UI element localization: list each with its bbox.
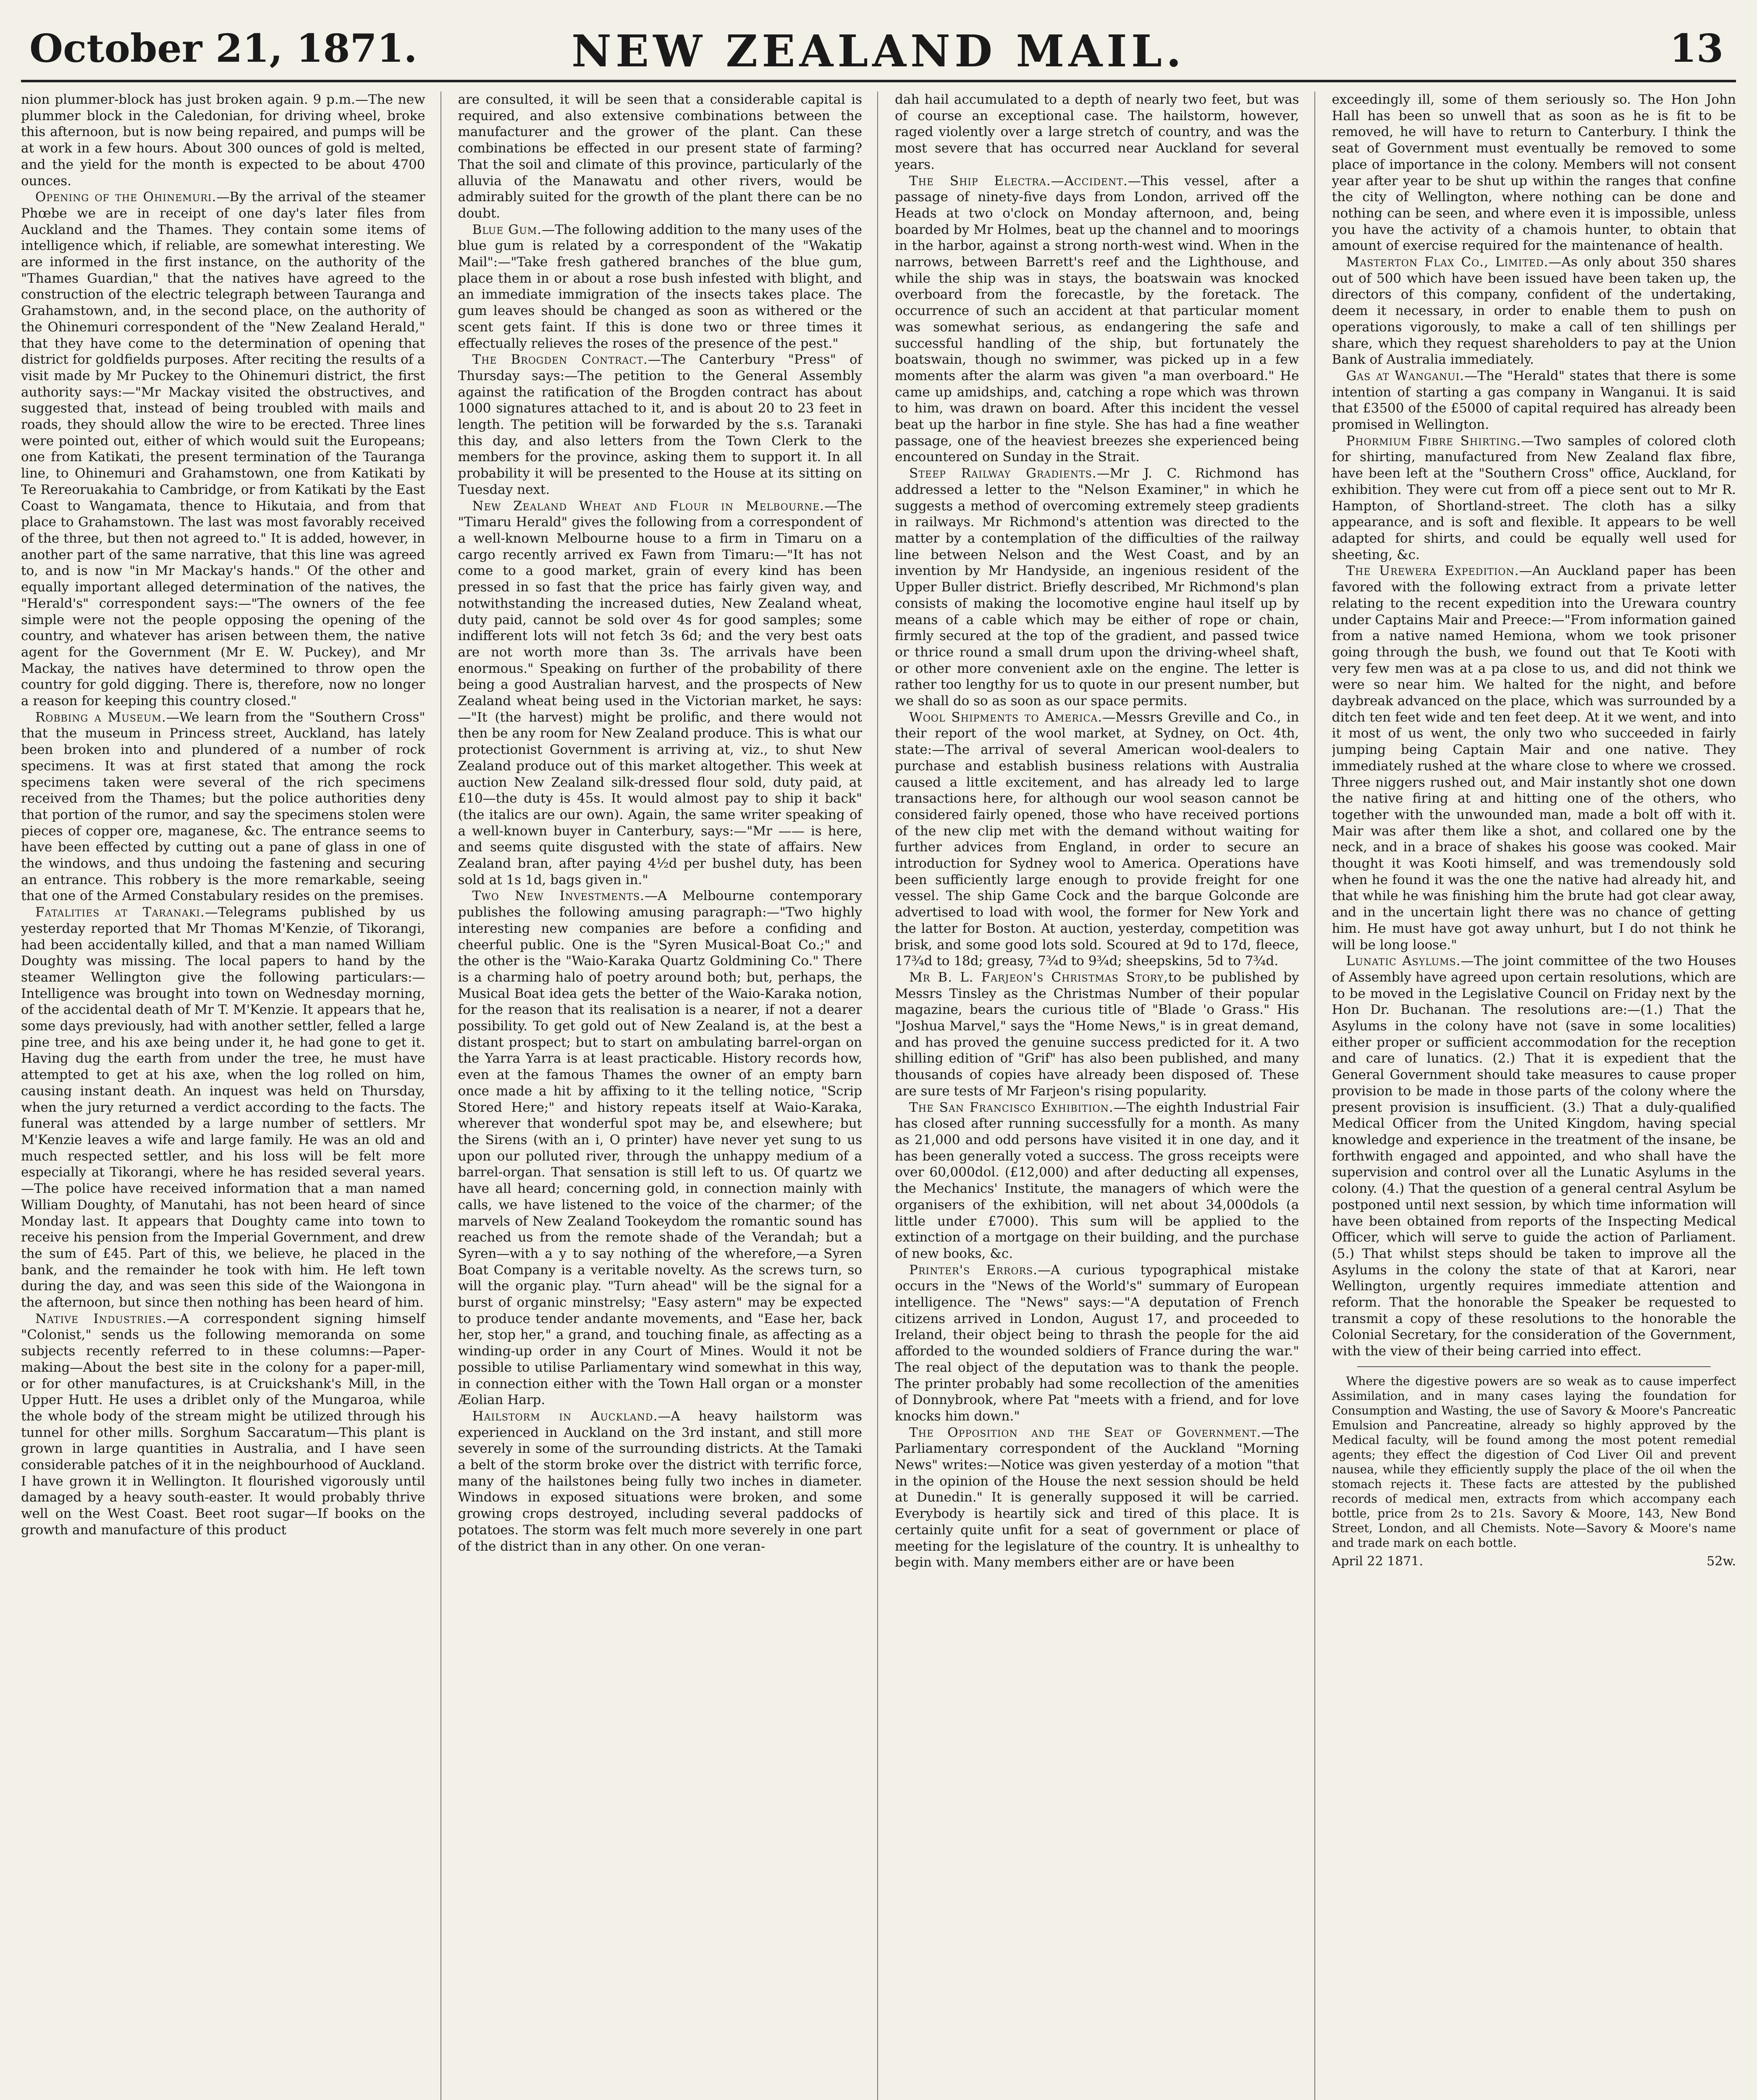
article-body: —Telegrams published by us yesterday reported that Mr Thomas M'Kenzie, of Tikorangi, had been accidentally killed, and that a man named William Doughty was missing. The local papers to hand by the steamer Wellington give the following particulars:—Intelligence was brought into town on Wednesday morning, of the accidental death of Mr T. M'Kenzie. It appears that he, some days previously, had with another settler, felled a large pine tree, and his axe being under it, he had gone to get it. Having dug the earth from under the tree, he must have attempted to get at his axe, when the log rolled on him, causing instant death. An inquest was held on Thursday, when the jury returned a verdict according to the facts. The funeral was attended by a large number of settlers. Mr M'Kenzie leaves a wife and large family. He was an old and much respected settler, and his loss will be felt more especially at Tikorangi, where he has resided several years.—The police have received information that a man named William Doughty, of Manutahi, has not been heard of since Monday last. It appears that Doughty came into town to receive his pension from the Imperial Government, and drew the sum of £45. Part of this, we believe, he placed in the bank, and the remainder he took with him. He left town during the day, and was seen this side of the Waiongona in the afternoon, but since then nothing has been heard of him. bbox=[21, 905, 425, 1310]
article-paragraph bbox=[21, 92, 425, 189]
article-heading: New Zealand Wheat and Flour in Melbourne. bbox=[472, 498, 824, 514]
article-heading: Native Industries. bbox=[35, 1311, 167, 1326]
article-heading: Two New Investments. bbox=[472, 888, 645, 904]
article-paragraph bbox=[21, 189, 425, 709]
article-body: —An Auckland paper has been favored with the following extract from a private letter relating to the recent expedition into the Urewara country under Captains Mair and Preece:—"From information gained from a native named Hemiona, whom we took prisoner going through the bush, we found out that Te Kooti with very few men was at a pa close to us, and did not think we were so near him. We halted for the night, and before daybreak advanced on the place, which was surrounded by a ditch ten feet wide and ten feet deep. At it we went, and into it most of us went, the only two who succeeded in fairly jumping being Captain Mair and one native. They immediately rushed at the whare close to where we crossed. Three niggers rushed out, and Mair instantly shot one down the native firing at and hitting one of the others, who together with the unwounded man, made a bolt off with it. Mair was after them like a shot, and collared one by the neck, and in a brace of shakes his goose was cooked. Mair thought it was Kooti himself, and was tremendously sold when he found it was the one the native had already hit, and that while he was finishing him the brute had got clear away, and in the uncertain light there was no chance of getting him. He must have got away unhurt, but I do not think he will be long loose." bbox=[1332, 563, 1736, 953]
column-2 bbox=[458, 92, 878, 2100]
article-heading: Masterton Flax Co., Limited. bbox=[1346, 255, 1549, 270]
article-heading: The San Francisco Exhibition. bbox=[909, 1100, 1114, 1115]
column-3 bbox=[895, 92, 1315, 2100]
article-heading: The Opposition and the Seat of Government. bbox=[909, 1425, 1261, 1440]
article-body: —By the arrival of the steamer Phœbe we are in receipt of one day's later files from Auckland and the Thames. They contain some items of intelligence which, if reliable, are somewhat interesting. We are informed in the first instance, on the authority of the "Thames Guardian," that the natives have agreed to the construction of the electric telegraph between Tauranga and Grahamstown, and, in the second place, on the authority of the Ohinemuri correspondent of the "New Zealand Herald," that they have come to the determination of opening that district for goldfields purposes. After reciting the results of a visit made by Mr Puckey to the Ohinemuri district, the first authority says:—"Mr Mackay visited the obstructives, and suggested that, instead of being troubled with mails and roads, they should allow the wire to be erected. Three lines were pointed out, either of which would suit the Europeans; one from Katikati, the present termination of the Tauranga line, to Ohinemuri and Grahamstown, one from Katikati by Te Rereoruakahia to Cambridge, or from Katikati by the East Coast to Wangamata, thence to Hikutaia, and from that place to Grahamstown. The last was most favorably received of the three, but then not agreed to." It is added, however, in another part of the same narrative, that this line was agreed to, and is now "in Mr Mackay's hands." Of the other and equally important alleged determination of the natives, the "Herald's" correspondent says:—"The owners of the fee simple were not the people opposing the opening of the country, and whatever has arisen between them, the native agent for the Government (Mr E. W. Puckey), and Mr Mackay, the natives have determined to throw open the country for gold digging. There is, therefore, now no longer a reason for keeping this country closed." bbox=[21, 189, 425, 709]
article-paragraph bbox=[895, 1100, 1299, 1262]
column-4 bbox=[1332, 92, 1736, 2100]
article-body: —We learn from the "Southern Cross" that the museum in Princess street, Auckland, has lately been broken into and plundered of a number of rock specimens. It was at first stated that among the rock specimens taken were several of the rich specimens received from the Thames; but the police authorities deny that portion of the rumor, and say the specimens stolen were pieces of copper ore, maganese, &c. The entrance seems to have been effected by cutting out a pane of glass in one of the windows, and thus undoing the fastening and securing an entrance. This robbery is the more remarkable, seeing that one of the Armed Constabulary resides on the premises. bbox=[21, 709, 425, 904]
article-paragraph bbox=[895, 1425, 1299, 1571]
advertisement-text: Where the digestive powers are so weak as to cause imperfect Assimilation, and in many cases laying the foundation for Consumption and Wasting, the use of Savory & Moore's Pancreatic Emulsion and Pancreatine, already so highly approved by the Medical faculty, will be found among the most potent remedial agents; they effect the digestion of Cod Liver Oil and prevent nausea, while they efficiently supply the place of the oil when the stomach rejects it. These facts are attested by the published records of medical men, extracts from which accompany each bottle, price from 2s to 21s. Savory & Moore, 143, New Bond Street, London, and all Chemists. Note—Savory & Moore's name and trade mark on each bottle. bbox=[1332, 1374, 1736, 1550]
article-paragraph bbox=[1332, 368, 1736, 433]
article-body: to be published by Messrs Tinsley as the Christmas Number of their popular magazine, bears the curious title of "Blade 'o Grass." His "Joshua Marvel," says the "Home News," is in great demand, and has proved the genuine success predicted for it. A two shilling edition of "Grif" has also been published, and many thousands of copies have already been disposed of. These are sure tests of Mr Farjeon's rising popularity. bbox=[895, 969, 1299, 1099]
article-paragraph bbox=[458, 352, 863, 498]
article-heading: Fatalities at Taranaki. bbox=[35, 905, 205, 920]
article-body: —A curious typographical mistake occurs in the "News of the World's" summary of European intelligence. The "News" says:—"A deputation of French citizens arrived in London, August 17, and proceeded to Ireland, their object being to thrash the people for the aid afforded to the wounded soldiers of France during the war." The real object of the deputation was to thank the people. The printer probably had some recollection of the amenities of Donnybrook, where Pat "meets with a friend, and for love knocks him down." bbox=[895, 1262, 1299, 1424]
article-body: —The Canterbury "Press" of Thursday says:—The petition to the General Assembly against the ratification of the Brogden contract has about 1000 signatures attached to it, and is about 20 to 23 feet in length. The petition will be forwarded by the s.s. Taranaki this day, and also letters from the Town Clerk to the members for the province, asking them to support it. In all probability it will be presented to the House at its sitting on Tuesday next. bbox=[458, 352, 863, 497]
article-body: —As only about 350 shares out of 500 which have been issued have been taken up, the directors of this company, confident of the undertaking, deem it necessary, in order to enable them to push on operations vigorously, to make a call of ten shillings per share, which they request shareholders to pay at the Union Bank of Australia immediately. bbox=[1332, 255, 1736, 368]
article-body: exceedingly ill, some of them seriously so. The Hon John Hall has been so unwell that as soon as he is fit to be removed, he will have to return to Canterbury. I think the seat of Government must eventually be removed to some place of importance in the colony. Members will not consent year after year to be shut up within the ranges that confine the city of Wellington, where nothing can be done and nothing can be seen, and where even it is impossible, unless you have the activity of a chamois hunter, to obtain that amount of exercise required for the maintenance of health. bbox=[1332, 92, 1736, 254]
article-heading: Lunatic Asylums. bbox=[1346, 953, 1461, 969]
article-paragraph bbox=[1332, 92, 1736, 254]
article-body: nion plummer-block has just broken again. 9 p.m.—The new plummer block in the Caledonian, for driving wheel, broke this afternoon, but is now being repaired, and pumps will be at work in a few hours. About 300 ounces of gold is melted, and the yield for the month is expected to be about 4700 ounces. bbox=[21, 92, 425, 189]
advertisement-code: 52w. bbox=[1707, 1554, 1736, 1569]
column-1 bbox=[21, 92, 441, 2100]
article-paragraph bbox=[1332, 563, 1736, 953]
article-heading: Printer's Errors. bbox=[909, 1262, 1038, 1278]
article-heading: Robbing a Museum. bbox=[35, 709, 166, 725]
article-columns bbox=[21, 92, 1736, 2100]
article-heading: The Urewera Expedition. bbox=[1346, 563, 1519, 579]
article-paragraph bbox=[458, 498, 863, 888]
article-body: —The following addition to the many uses of the blue gum is related by a correspondent of the "Wakatip Mail":—"Take fresh gathered branches of the blue gum, place them in or about a rose bush infested with blight, and an immediate immigration of the insects takes place. The gum leaves should be changed as soon as withered or the scent gets faint. If this is done two or three times it effectually relieves the roses of the presence of the pest." bbox=[458, 222, 862, 351]
article-body: —Two samples of colored cloth for shirting, manufactured from New Zealand flax fibre, have been left at the "Southern Cross" office, Auckland, for exhibition. They were cut from off a piece sent out to Mr R. Hampton, of Shortland-street. The cloth has a silky appearance, and is soft and flexible. It appears to be well adapted for shirts, and could be equally well used for sheeting, &c. bbox=[1332, 433, 1736, 562]
article-body: —The Parliamentary correspondent of the Auckland "Morning News" writes:—Notice was given yesterday of a motion "that in the opinion of the House the next session should be held at Dunedin." It is generally supposed it will be carried. Everybody is heartily sick and tired of this place. It is certainly quite unfit for a seat of government or place of meeting for the legislature of the country. It is unhealthy to begin with. Many members either are or have been bbox=[895, 1425, 1299, 1570]
advertisement-divider bbox=[1357, 1366, 1711, 1367]
article-heading: Opening of the Ohinemuri. bbox=[35, 189, 217, 205]
masthead bbox=[21, 17, 1736, 82]
article-paragraph bbox=[21, 904, 425, 1311]
article-body: —A correspondent signing himself "Colonist," sends us the following memoranda on some subjects recently referred to in these columns:—Paper-making—About the best site in the colony for a paper-mill, or for other manufactures, is at Cruickshank's Mill, in the Upper Hutt. He uses a driblet only of the Mungaroa, while the whole body of the stream might be utilized through his tunnel for other mills. Sorghum Saccaratum—This plant is grown in large quantities in Australia, and I have seen considerable patches of it in the neighbourhood of Auckland. I have grown it in Wellington. It flourished vigorously until damaged by a heavy south-easter. It would probably thrive well on the West Coast. Beet root sugar—If books on the growth and manufacture of this product bbox=[21, 1311, 425, 1538]
page-number: 13 bbox=[1669, 26, 1723, 71]
article-paragraph bbox=[1332, 254, 1736, 368]
article-heading: The Ship Electra.—Accident. bbox=[909, 173, 1128, 189]
article-body: dah hail accumulated to a depth of nearly two feet, but was of course an exceptional case. The hailstorm, however, raged violently over a large stretch of country, and was the most severe that has occurred near Auckland for several years. bbox=[895, 92, 1299, 172]
article-paragraph bbox=[895, 173, 1299, 466]
article-body: —The eighth Industrial Fair has closed after running successfully for a month. As many as 21,000 and odd persons have visited it in one day, and it has been generally voted a success. The gross receipts were over 60,000dol. (£12,000) and after deducting all expenses, the Mechanics' Institute, the managers of which were the organisers of the exhibition, will net about 34,000dols (a little under £7000). This sum will be applied to the extinction of a mortgage on their building, and the purchase of new books, &c. bbox=[895, 1100, 1299, 1261]
article-paragraph bbox=[1332, 433, 1736, 563]
article-body: —The joint committee of the two Houses of Assembly have agreed upon certain resolutions, which are to be moved in the Legislative Council on Friday next by the Hon Dr. Buchanan. The resolutions are:—(1.) That the Asylums in the colony have not (save in some localities) either proper or sufficient accommodation for the reception and care of lunatics. (2.) That it is expedient that the General Government should take measures to cause proper provision to be made in those parts of the colony where the present provision is insufficient. (3.) That a duly-qualified Medical Officer from the United Kingdom, having special knowledge and experience in the treatment of the insane, be forthwith engaged and appointed, and who shall have the supervision and control over all the Lunatic Asylums in the colony. (4.) That the question of a general central Asylum be postponed until next session, by which time information will have been obtained from reports of the Inspecting Medical Officer, which will serve to guide the action of Parliament. (5.) That whilst steps should be taken to improve all the Asylums in the colony the state of that at Karori, near Wellington, urgently requires immediate attention and reform. That the honorable the Speaker be requested to transmit a copy of these resolutions to the honorable the Colonial Secretary, for the consideration of the Government, with the view of their being carried into effect. bbox=[1332, 953, 1736, 1359]
article-body: are consulted, it will be seen that a considerable capital is required, and also extensive combinations between the manufacturer and the grower of the plant. Can these combinations be effected in our present state of farming? That the soil and climate of this province, particularly of the alluvia of the Manawatu and other rivers, would be admirably suited for the growth of the plant there can be no doubt. bbox=[458, 92, 862, 221]
article-paragraph bbox=[895, 969, 1299, 1100]
advertisement-date: April 22 1871. bbox=[1332, 1554, 1424, 1569]
article-heading: Phormium Fibre Shirting. bbox=[1346, 433, 1521, 449]
article-heading: Hailstorm in Auckland. bbox=[472, 1408, 658, 1424]
article-paragraph bbox=[458, 888, 863, 1408]
article-heading: Blue Gum. bbox=[472, 222, 542, 237]
article-body: —A Melbourne contemporary publishes the following amusing paragraph:—"Two highly interesting new companies are before a confiding and cheerful public. One is the "Syren Musical-Boat Co.;" and the other is the "Waio-Karaka Quartz Goldmining Co." There is a charming halo of poetry around both; but, perhaps, the Musical Boat idea gets the better of the Waio-Karaka notion, for the reason that its realisation is a nearer, if not a dearer possibility. To get gold out of New Zealand is, at the best a distant prospect; but to start on ambulating barrel-organ on the Yarra Yarra is at least practicable. History records how, even at the famous Thames the owner of an empty barn once made a hit by affixing to it the telling notice, "Scrip Stored Here;" and history repeats itself at Waio-Karaka, wherever that wonderful spot may be, and elsewhere; but the Sirens (with an i, O printer) have never yet sung to us upon our polluted river, through the unhappy medium of a barrel-organ. That sensation is still left to us. Of quartz we have all heard; concerning gold, in connection mainly with calls, we have listened to the voice of the charmer; of the marvels of New Zealand Tookeydom the romantic sound has reached us from the remote shade of the Verandah; but a Syren—with a y to say nothing of the wherefore,—a Syren Boat Company is a veritable novelty. As the screws turn, so will the organic play. "Turn ahead" will be the signal for a burst of organic minstrelsy; "Easy astern" may be expected to produce tender andante movements, and "Ease her, back her, stop her," a grand, and touching finale, as affecting as a winding-up order in any Court of Mines. Would it not be possible to utilise Parliamentary wind somewhat in this way, in connection either with the Town Hall organ or a monster Æolian Harp. bbox=[458, 888, 863, 1408]
article-body: —The "Herald" states that there is some intention of starting a gas company in Wanganui. It is said that £3500 of the £5000 of capital required has already been promised in Wellington. bbox=[1332, 368, 1736, 433]
article-body: —Mr J. C. Richmond has addressed a letter to the "Nelson Examiner," in which he suggests a method of overcoming extremely steep gradients in railways. Mr Richmond's attention was directed to the matter by a contemplation of the difficulties of the railway line between Nelson and the West Coast, and by an invention by Mr Handyside, an ingenious resident of the Upper Buller district. Briefly described, Mr Richmond's plan consists of making the locomotive engine haul itself up by means of a cable which may be either of rope or chain, firmly secured at the top of the gradient, and passed twice or thrice round a small drum upon the driving-wheel shaft, or other more convenient axle on the engine. The letter is rather too lengthy for us to quote in our present number, but we shall do so as soon as our space permits. bbox=[895, 466, 1299, 709]
article-paragraph bbox=[895, 709, 1299, 969]
article-paragraph bbox=[1332, 953, 1736, 1360]
article-heading: Wool Shipments to America. bbox=[909, 709, 1103, 725]
advertisement bbox=[1332, 1366, 1736, 1570]
article-paragraph bbox=[458, 222, 863, 352]
article-body: —The "Timaru Herald" gives the following from a correspondent of a well-known Melbourne house to a firm in Timaru on a cargo recently arrived ex Fawn from Timaru:—"It has not come to a good market, grain of every kind has been pressed in so fast that the price has fairly given way, and notwithstanding the increased duties, New Zealand wheat, duty paid, cannot be sold over 4s for good samples; some indifferent lots will not fetch 3s 6d; and the very best oats are not worth more than 3s. The arrivals have been enormous." Speaking on further of the probability of there being a good Australian harvest, and the prospects of New Zealand wheat being used in the Victorian market, he says:—"It (the harvest) might be prolific, and there would not then be any room for New Zealand produce. This is what our protectionist Government is arriving at, viz., to shut New Zealand produce out of this market altogether. This week at auction New Zealand silk-dressed flour sold, duty paid, at £10—the duty is 45s. It would almost pay to ship it back" (the italics are our own). Again, the same writer speaking of a well-known buyer in Canterbury, says:—"Mr —— is here, and seems quite disgusted with the state of affairs. New Zealand bran, after paying 4½d per bushel duty, has been sold at 1s 1d, bags given in." bbox=[458, 498, 862, 887]
article-paragraph bbox=[458, 92, 863, 222]
article-heading: Steep Railway Gradients. bbox=[909, 466, 1097, 481]
article-paragraph bbox=[21, 709, 425, 904]
advertisement-footer bbox=[1332, 1554, 1736, 1570]
article-paragraph bbox=[21, 1311, 425, 1538]
newspaper-title: NEW ZEALAND MAIL. bbox=[571, 25, 1186, 77]
article-body: —A heavy hailstorm was experienced in Auckland on the 3rd instant, and still more severely in some of the surrounding districts. At the Tamaki a belt of the storm broke over the district with terrific force, many of the hailstones being fully two inches in diameter. Windows in exposed situations were broken, and some growing crops destroyed, including several paddocks of potatoes. The storm was felt much more severely in one part of the district than in any other. On one veran- bbox=[458, 1408, 862, 1554]
article-paragraph bbox=[895, 465, 1299, 709]
article-body: —This vessel, after a passage of ninety-five days from London, arrived off the Heads at two o'clock on Monday afternoon, and, being boarded by Mr Holmes, beat up the channel and to moorings in the harbor, against a strong north-west wind. When in the narrows, between Barrett's reef and the Lighthouse, and while the ship was in stays, the boatswain was knocked overboard from the forecastle, by the foretack. The occurrence of such an accident at that particular moment was somewhat serious, as endangering the safe and successful handling of the ship, but fortunately the boatswain, though no swimmer, was picked up in a few moments after the alarm was given "a man overboard." He came up amidships, and, catching a rope which was thrown to him, was drawn on board. After this incident the vessel beat up the harbor in fine style. She has had a fine weather passage, one of the heaviest breezes she experienced being encountered on Sunday in the Strait. bbox=[895, 173, 1299, 465]
article-paragraph bbox=[895, 92, 1299, 173]
article-body: —Messrs Greville and Co., in their report of the wool market, at Sydney, on Oct. 4th, state:—The arrival of several American wool-dealers to purchase and establish business relations with Australia caused a little excitement, and has already led to large transactions here, for although our wool season cannot be considered fairly opened, those who have received portions of the new clip met with the demand without waiting for further advices from England, in order to secure an introduction for Sydney wool to America. Operations have been sufficiently large enough to provide freight for one vessel. The ship Game Cock and the barque Golconde are advertised to load with wool, the former for New York and the latter for Boston. At auction, yesterday, competition was brisk, and some good lots sold. Scoured at 9d to 17d, fleece, 17¾d to 18d; greasy, 7¾d to 9¾d; sheepskins, 5d to 7¾d. bbox=[895, 709, 1299, 969]
article-heading: Mr B. L. Farjeon's Christmas Story, bbox=[909, 969, 1169, 985]
article-paragraph bbox=[895, 1262, 1299, 1425]
article-paragraph bbox=[458, 1408, 863, 1554]
article-heading: The Brogden Contract. bbox=[472, 352, 648, 368]
issue-date: October 21, 1871. bbox=[29, 26, 417, 71]
article-heading: Gas at Wanganui. bbox=[1346, 368, 1465, 383]
